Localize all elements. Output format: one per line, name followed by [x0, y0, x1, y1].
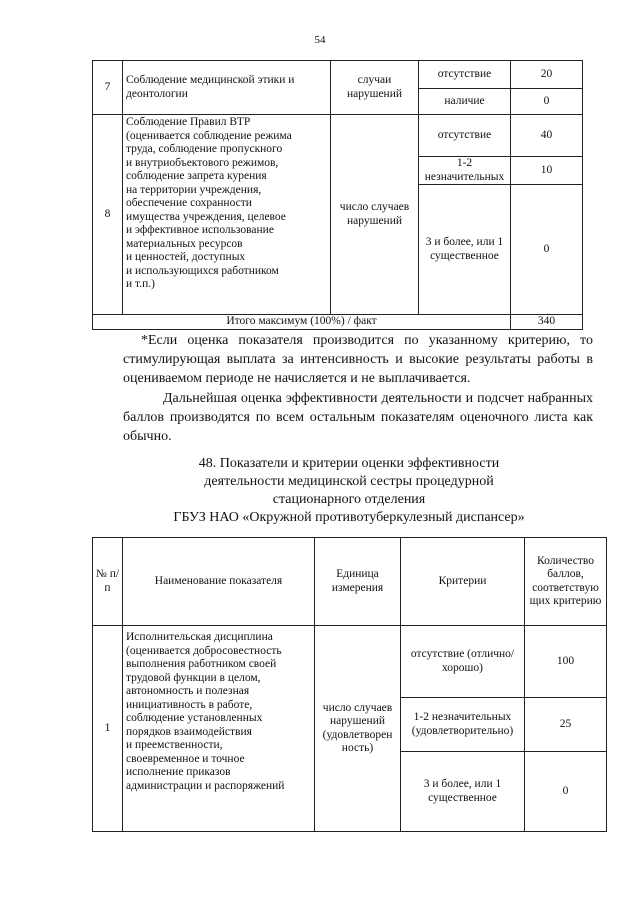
name-line: инициативность в работе,	[126, 698, 253, 711]
title-line: 48. Показатели и критерии оценки эффективности	[198, 456, 500, 471]
score: 0	[511, 89, 583, 115]
name-line: трудовой функции в целом,	[126, 671, 261, 684]
row-number: 1	[93, 626, 123, 832]
measurement-unit: число случаев нарушений (удовлетворен ность)	[315, 626, 401, 832]
name-line: и эффективное использование	[126, 224, 274, 236]
score: 0	[525, 752, 607, 832]
page-number: 54	[314, 34, 326, 46]
title-line: деятельности медицинской сестры процедурной	[204, 474, 494, 489]
indicator-name: Соблюдение медицинской этики и деонтологии	[123, 61, 331, 115]
name-line: и т.п.)	[126, 278, 155, 290]
header-indicator: Наименование показателя	[123, 538, 315, 626]
name-line: и преемственности,	[126, 739, 223, 751]
name-line: и использующихся работником	[126, 264, 279, 277]
title-line: стационарного отделения	[272, 492, 426, 507]
score: 25	[525, 698, 607, 752]
name-line: на территории учреждения,	[126, 183, 262, 196]
indicator-name	[123, 115, 331, 315]
row-number: 7	[93, 61, 123, 115]
criterion: отсутствие	[419, 115, 511, 157]
score: 10	[511, 157, 583, 185]
name-line: автономность и полезная	[126, 685, 250, 697]
note-paragraph: Дальнейшая оценка эффективности деятельности и подсчет набранных баллов производятся по всем остальным показателям оценочного листа как обычно.	[123, 391, 593, 444]
indicator-name	[123, 626, 315, 832]
header-score: Количество баллов, соответствую щих критерию	[525, 538, 607, 626]
name-line: Соблюдение Правил ВТР	[126, 116, 251, 128]
header-unit: Единица измерения	[315, 538, 401, 626]
header-number: № п/п	[93, 538, 123, 626]
name-line: соблюдение установленных	[126, 712, 263, 724]
section-title	[92, 455, 606, 527]
name-line: исполнение приказов	[126, 766, 231, 778]
score: 100	[525, 626, 607, 698]
criterion: 1-2 незначительных (удовлетворительно)	[401, 698, 525, 752]
criterion: отсутствие (отлично/хорошо)	[401, 626, 525, 698]
criterion: 1-2 незначительных	[419, 157, 511, 185]
name-line: и внутриобъектового режимов,	[126, 156, 279, 169]
title-line: ГБУЗ НАО «Окружной противотуберкулезный диспансер»	[173, 510, 525, 525]
name-line: своевременное и точное	[126, 752, 245, 765]
name-line: соблюдение запрета курения	[126, 170, 267, 182]
total-label: Итого максимум (100%) / факт	[93, 315, 511, 330]
score: 0	[511, 185, 583, 315]
total-value: 340	[511, 315, 583, 330]
name-line: и ценностей, доступных	[126, 251, 246, 263]
row-number: 8	[93, 115, 123, 315]
footnote-paragraph: *Если оценка показателя производится по указанному критерию, то стимулирующая выплата за интенсивность и высокие результаты работы в оцениваемом периоде не начисляется и не выплачивается.	[123, 333, 593, 386]
criteria-table	[92, 537, 607, 832]
score: 40	[511, 115, 583, 157]
name-line: Исполнительская дисциплина	[126, 631, 273, 643]
score: 20	[511, 61, 583, 89]
criterion: 3 и более, или 1 существенное	[419, 185, 511, 315]
header-criteria: Критерии	[401, 538, 525, 626]
name-line: порядков взаимодействия	[126, 725, 252, 738]
name-line: администрации и распоряжений	[126, 779, 285, 792]
name-line: имущества учреждения, целевое	[126, 210, 286, 223]
name-line: обеспечение сохранности	[126, 197, 252, 209]
name-line: выполнения работником своей	[126, 658, 277, 670]
criterion: 3 и более, или 1 существенное	[401, 752, 525, 832]
criterion: отсутствие	[419, 61, 511, 89]
name-line: труда, соблюдение пропускного	[126, 143, 283, 155]
name-line: (оценивается добросовестность	[126, 644, 282, 657]
criteria-table-continued	[92, 60, 583, 330]
criterion: наличие	[419, 89, 511, 115]
name-line: (оценивается соблюдение режима	[126, 129, 292, 142]
measurement-unit: случаи нарушений	[331, 61, 419, 115]
name-line: материальных ресурсов	[126, 237, 243, 250]
measurement-unit: число случаев нарушений	[331, 115, 419, 315]
